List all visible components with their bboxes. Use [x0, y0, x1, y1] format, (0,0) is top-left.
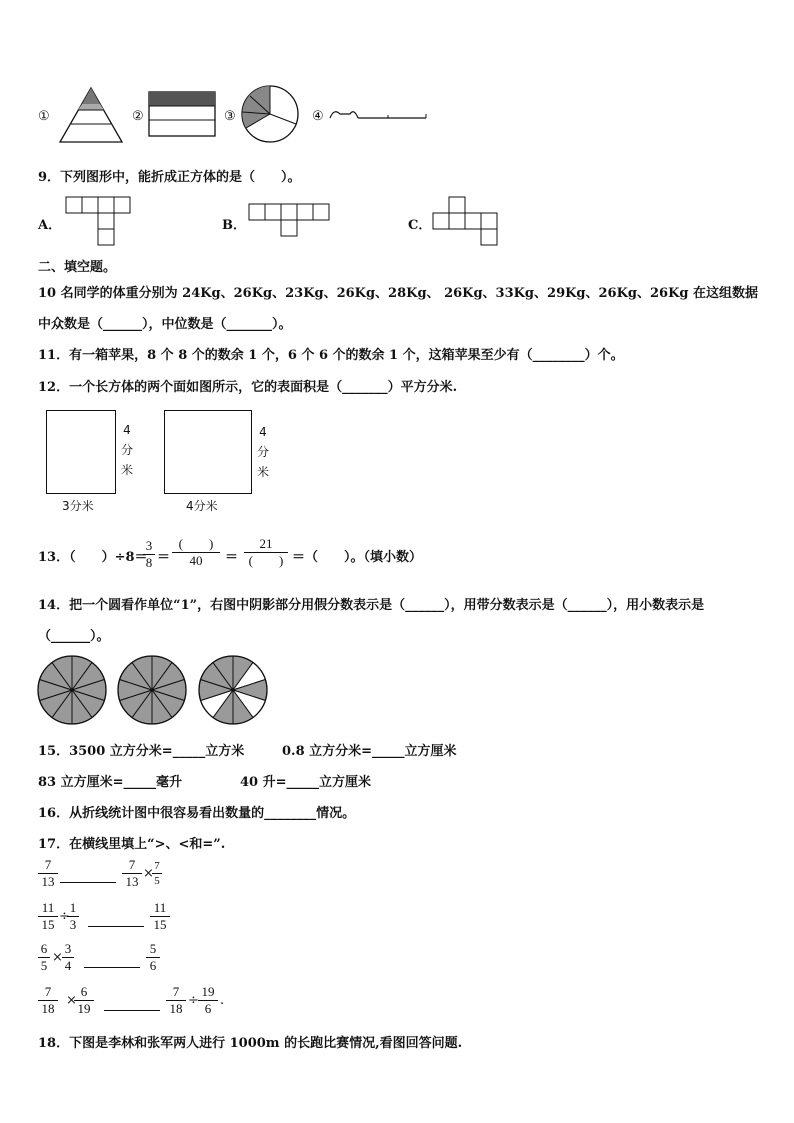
question-number: 13． — [38, 550, 70, 565]
question-number: 14． — [38, 598, 70, 613]
question-18 — [38, 1032, 462, 1051]
question-9 — [38, 166, 301, 185]
q13-fraction-1: 3 8 — [143, 539, 155, 570]
q13-suffix: ＝（ ）。（填小数） — [292, 550, 423, 565]
option-a-label: A． — [38, 218, 62, 233]
question-text: 在横线里填上“>、<和=”. — [69, 837, 226, 852]
q13-equals-2: ＝ — [225, 550, 239, 565]
question-text: 有一箱苹果，8 个 8 个的数余 1 个，6 个 6 个的数余 1 个，这箱苹果至少有（________）个。 — [69, 348, 624, 363]
rect1-side-label: 4 分 米 — [120, 423, 133, 477]
question-14-line2: （______）。 — [38, 629, 110, 644]
question-text: 把一个圆看作单位“1”，右图中阴影部分用假分数表示是（______），用带分数表示是（______），用小数表示是 — [69, 598, 705, 613]
q17-row2-frac-c: 11 15 — [150, 901, 170, 932]
q17-row3-frac-c: 5 6 — [146, 942, 160, 973]
figure-label-2: ② — [132, 108, 144, 123]
question-number: 16． — [38, 806, 70, 821]
q13-fraction-2: ( ) 40 — [172, 537, 220, 568]
q17-row1-answer-blank[interactable] — [60, 868, 116, 883]
q17-row4-operator-2: ÷ — [188, 993, 199, 1008]
rect2-bottom-label: 4分米 — [186, 499, 218, 513]
question-text: 10 名同学的体重分别为 24Kg、26Kg、23Kg、26Kg、28Kg、 26Kg、33Kg、29Kg、26Kg、26Kg 在这组数据 — [38, 286, 758, 301]
question-14 — [38, 594, 704, 613]
q17-row4-frac-d: 19 6 — [198, 985, 218, 1016]
figure-label-4: ④ — [312, 108, 324, 123]
q15-part-c: 83 立方厘米=_____毫升 — [38, 775, 183, 790]
q13-equals-1: ＝ — [157, 550, 171, 565]
question-text: 下列图形中，能折成正方体的是（ ）。 — [60, 170, 301, 185]
q17-row2-operator: ÷ — [59, 909, 70, 924]
question-10 — [38, 282, 758, 301]
option-b-label: B． — [222, 218, 246, 233]
question-number: 11． — [38, 348, 70, 363]
figure-label-1: ① — [38, 108, 50, 123]
fraction-circles — [36, 654, 276, 726]
question-number: 18． — [38, 1036, 70, 1051]
section-title: 二、填空题。 — [38, 260, 117, 275]
question-number: 9． — [38, 170, 61, 185]
cube-net-c — [432, 196, 504, 248]
question-number: 15． — [38, 744, 70, 759]
rectangle-face-1 — [46, 410, 116, 494]
rect1-bottom-label: 3分米 — [62, 499, 94, 513]
figure-label-3: ③ — [224, 108, 236, 123]
q15-part-a: 3500 立方分米=_____立方米 — [69, 744, 245, 759]
q17-row3-frac-b: 3 4 — [62, 942, 74, 973]
question-text: 从折线统计图中很容易看出数量的________情况。 — [69, 806, 356, 821]
rect2-side-label: 4 分 米 — [256, 425, 269, 479]
q17-row4-frac-a: 7 18 — [38, 985, 58, 1016]
circle-sector-figure — [238, 84, 302, 144]
triangle-figure — [58, 86, 124, 144]
q17-row1-operator: × — [143, 866, 154, 881]
question-number: 12． — [38, 380, 70, 395]
q17-row1-frac-a: 7 13 — [38, 858, 58, 889]
q15-part-b: 0.8 立方分米=_____立方厘米 — [282, 744, 457, 759]
question-text: 下图是李林和张军两人进行 1000m 的长跑比赛情况,看图回答问题. — [69, 1036, 463, 1051]
question-17 — [38, 833, 225, 852]
q17-row4-frac-c: 7 18 — [166, 985, 186, 1016]
q17-row4-frac-b: 6 19 — [74, 985, 94, 1016]
q17-row3-frac-a: 6 5 — [38, 942, 50, 973]
q13-prefix: （ ）÷8＝ — [69, 550, 148, 565]
question-12 — [38, 376, 457, 395]
line-segment-figure — [328, 104, 428, 124]
q17-row2-frac-a: 11 15 — [38, 901, 58, 932]
option-c-label: C． — [408, 218, 432, 233]
q17-row1-frac-b: 7 13 — [122, 858, 142, 889]
q17-row4-answer-blank[interactable] — [104, 996, 160, 1011]
question-number: 17． — [38, 837, 70, 852]
q17-row4-operator: × — [66, 993, 77, 1008]
question-10-line2: 中众数是（______），中位数是（_______）。 — [38, 317, 292, 332]
question-15 — [38, 740, 244, 759]
q17-row4-end: . — [220, 993, 225, 1008]
q17-row3-answer-blank[interactable] — [84, 953, 140, 968]
question-13 — [38, 546, 148, 565]
q17-row3-operator: × — [52, 950, 63, 965]
question-11 — [38, 344, 624, 363]
rectangle-face-2 — [164, 410, 252, 494]
cube-net-b — [248, 203, 338, 239]
q17-row1-frac-c: 7 5 — [152, 860, 162, 887]
q17-row2-answer-blank[interactable] — [88, 912, 144, 927]
bar-figure — [147, 90, 217, 138]
top-figures-row — [36, 82, 436, 146]
cube-net-a — [65, 196, 137, 248]
q15-part-d: 40 升=_____立方厘米 — [240, 775, 372, 790]
question-16 — [38, 802, 355, 821]
q17-row2-frac-b: 1 3 — [67, 901, 79, 932]
q13-fraction-3: 21 ( ) — [244, 537, 288, 568]
question-text: 一个长方体的两个面如图所示，它的表面积是（_______）平方分米. — [69, 380, 458, 395]
